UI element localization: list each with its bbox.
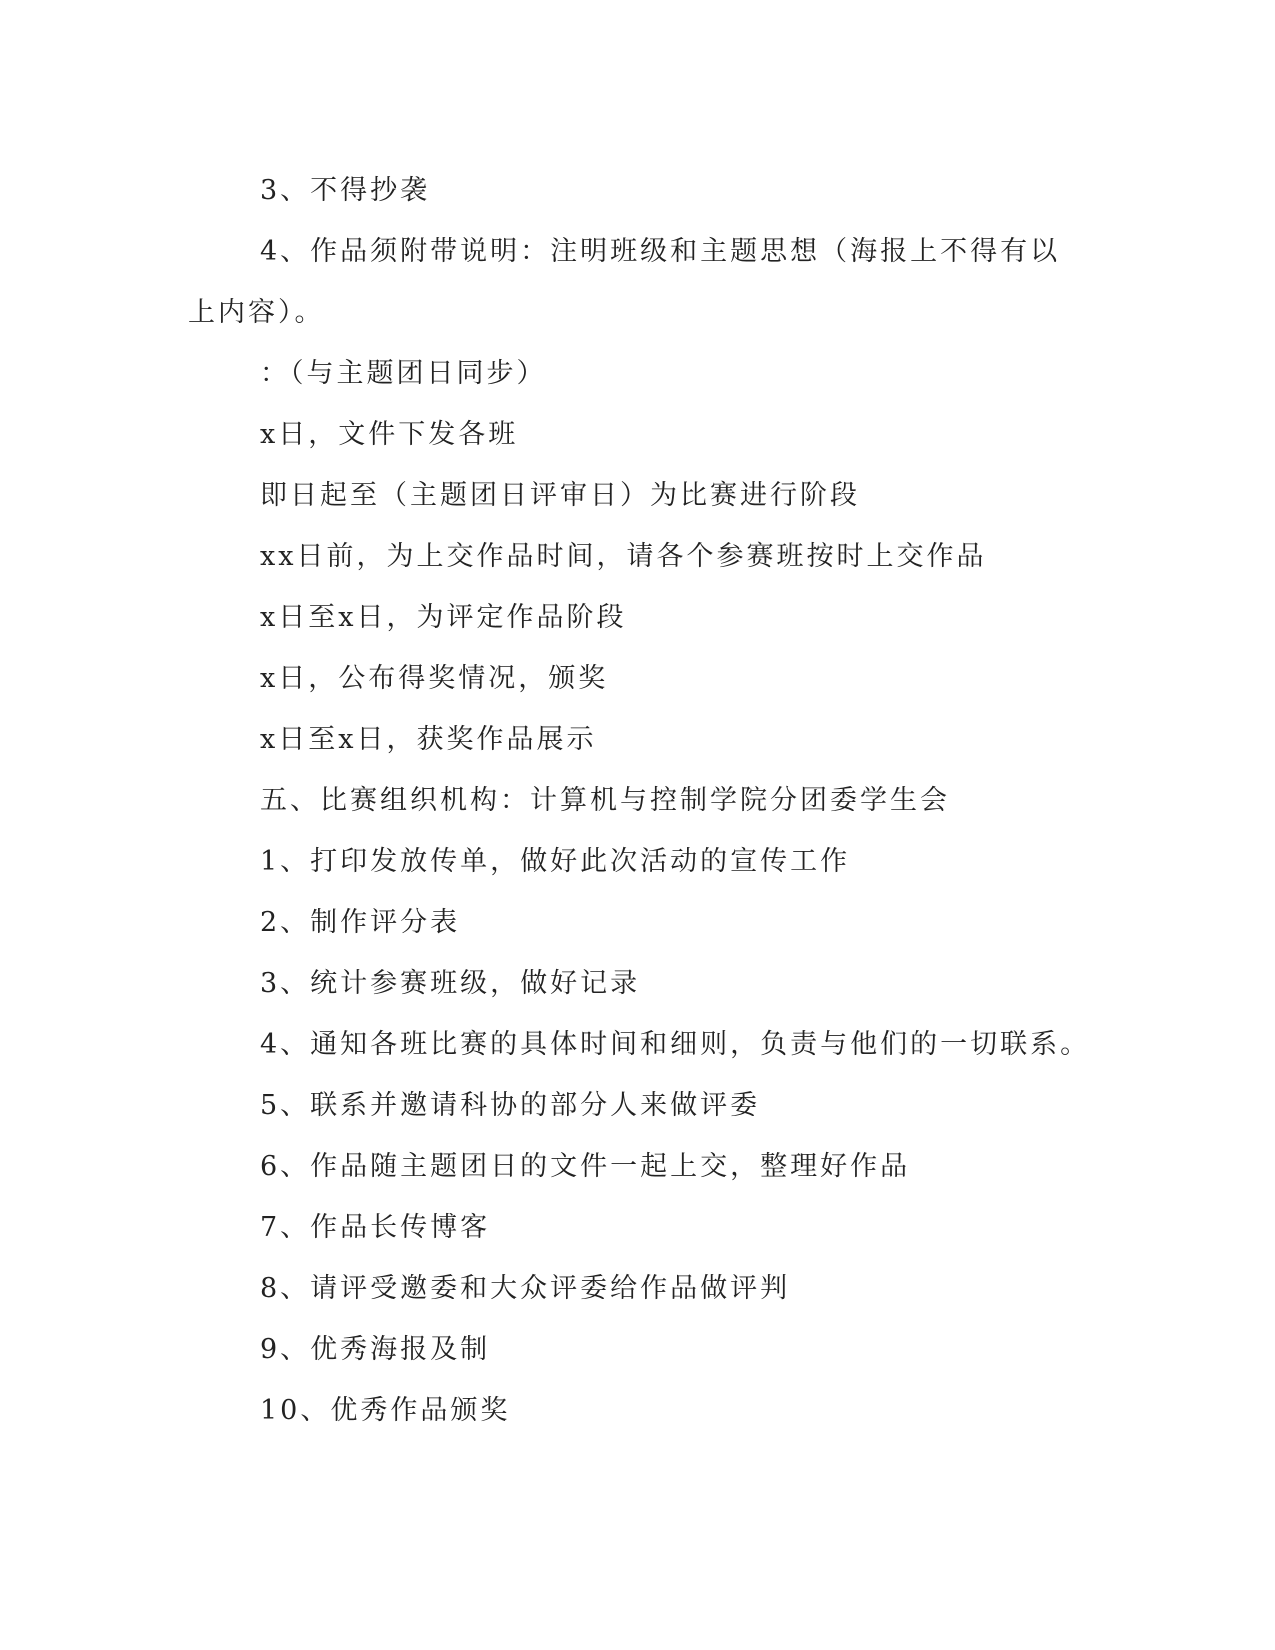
paragraph-schedule-competition: 即日起至（主题团日评审日）为比赛进行阶段 <box>260 480 860 511</box>
paragraph-task-6: 6、作品随主题团日的文件一起上交，整理好作品 <box>260 1151 911 1182</box>
paragraph-task-8: 8、请评受邀委和大众评委给作品做评判 <box>260 1273 791 1304</box>
paragraph-schedule-heading: ：（与主题团日同步） <box>260 358 547 389</box>
paragraph-schedule-issue: x日，文件下发各班 <box>260 419 519 450</box>
paragraph-schedule-submission: xx日前，为上交作品时间，请各个参赛班按时上交作品 <box>260 541 987 572</box>
paragraph-task-3: 3、统计参赛班级，做好记录 <box>260 968 641 999</box>
paragraph-schedule-judging: x日至x日，为评定作品阶段 <box>260 602 627 633</box>
paragraph-task-10: 10、优秀作品颁奖 <box>260 1395 511 1426</box>
paragraph-task-7: 7、作品长传博客 <box>260 1212 491 1243</box>
paragraph-schedule-awards: x日，公布得奖情况，颁奖 <box>260 663 609 694</box>
paragraph-task-1: 1、打印发放传单，做好此次活动的宣传工作 <box>260 846 851 877</box>
paragraph-item-3-no-plagiarism: 3、不得抄袭 <box>260 175 431 206</box>
paragraph-task-9: 9、优秀海报及制 <box>260 1334 491 1365</box>
section-heading-organization: 五、比赛组织机构：计算机与控制学院分团委学生会 <box>260 785 950 816</box>
document-body <box>188 160 1091 1441</box>
paragraph-task-5: 5、联系并邀请科协的部分人来做评委 <box>260 1090 761 1121</box>
paragraph-schedule-exhibition: x日至x日，获奖作品展示 <box>260 724 597 755</box>
paragraph-item-4-description: 4、作品须附带说明：注明班级和主题思想（海报上不得有以上内容）。 <box>188 236 1061 328</box>
paragraph-task-2: 2、制作评分表 <box>260 907 461 938</box>
paragraph-task-4: 4、通知各班比赛的具体时间和细则，负责与他们的一切联系。 <box>260 1029 1091 1060</box>
